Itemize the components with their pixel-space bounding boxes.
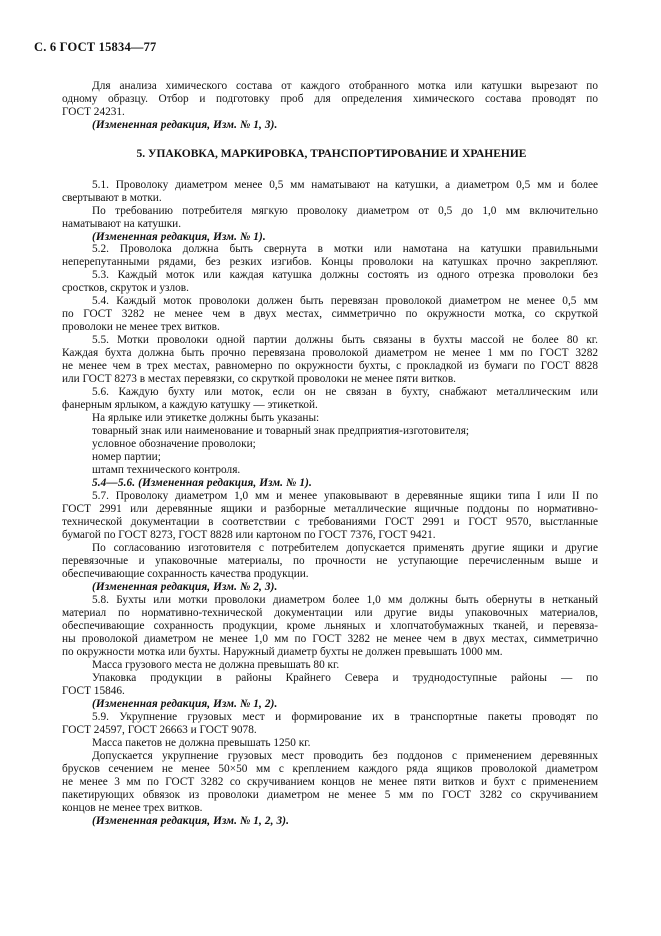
- text-line: концов не менее трех витков.: [62, 802, 203, 814]
- text-line: 5.8. Бухты или мотки проволоки диаметром более 1,0 мм должны быть обернуты в нетканый: [92, 594, 598, 606]
- text-line: сростков, скруток и узлов.: [62, 282, 189, 294]
- text-line: материал по нормативно-технической документации или другие виды упаковочных материалов,: [62, 607, 598, 619]
- text-line: ГОСТ 2991 или деревянные ящики и разборные металлические ящичные поддоны по нормативно-: [62, 503, 598, 515]
- text-line: ГОСТ 24231.: [62, 106, 125, 118]
- revision-note-line: 5.4—5.6. (Измененная редакция, Изм. № 1).: [92, 477, 312, 489]
- text-line: ГОСТ 15846.: [62, 685, 125, 697]
- text-line: Масса грузового места не должна превышать 80 кг.: [92, 659, 340, 671]
- text-line: фанерным ярлыком, а каждую катушку — этикеткой.: [62, 399, 318, 411]
- text-line: 5.1. Проволоку диаметром менее 0,5 мм наматывают на катушки, а диаметром 0,5 мм и более: [92, 179, 598, 191]
- text-line: Каждая бухта должна быть прочно перевязана проволокой диаметром не менее 1 мм по ГОСТ 3282: [62, 347, 598, 359]
- section-title: 5. УПАКОВКА, МАРКИРОВКА, ТРАНСПОРТИРОВАНИЕ И ХРАНЕНИЕ: [136, 148, 527, 160]
- text-line: Допускается укрупнение грузовых мест проводить без поддонов с применением деревянных: [92, 750, 598, 762]
- revision-note-line: (Измененная редакция, Изм. № 2, 3).: [92, 581, 278, 593]
- text-line: 5.2. Проволока должна быть свернута в мотки или намотана на катушки правильными: [92, 243, 598, 255]
- text-line: Упаковка продукции в районы Крайнего Севера и труднодоступные районы — по: [92, 672, 598, 684]
- text-line: наматывают на катушки.: [62, 218, 182, 230]
- text-line: ны проволокой диаметром не менее 1,0 мм по ГОСТ 3282 не менее чем в двух местах, симметрично: [62, 633, 598, 645]
- revision-note-line: (Измененная редакция, Изм. № 1, 3).: [92, 119, 278, 131]
- text-line: 5.4. Каждый моток проволоки должен быть перевязан проволокой диаметром не менее 0,5 мм: [92, 295, 598, 307]
- text-line: ГОСТ 24597, ГОСТ 26663 и ГОСТ 9078.: [62, 724, 257, 736]
- revision-note-line: (Измененная редакция, Изм. № 1, 2, 3).: [92, 815, 290, 827]
- text-line: или ГОСТ 8273 в местах перевязки, со скруткой проволоки не менее пяти витков.: [62, 373, 456, 385]
- revision-note-line: (Измененная редакция, Изм. № 1, 2).: [92, 698, 278, 710]
- text-line: по окружности мотка или бухты. Наружный диаметр бухты не должен превышать 1000 мм.: [62, 646, 503, 658]
- text-line: проволоки не менее трех витков.: [62, 321, 220, 333]
- text-line: неперепутанными рядами, без резких изгибов. Концы проволоки на катушках прочно закрепляют.: [62, 256, 598, 268]
- revision-note-line: (Измененная редакция, Изм. № 1).: [92, 231, 266, 243]
- text-line: 5.5. Мотки проволоки одной партии должны быть связаны в бухты массой не более 80 кг.: [92, 334, 598, 346]
- text-line: перевязочные и упаковочные материалы, по прочности не уступающие перечисленным выше и: [62, 555, 598, 567]
- text-line: брусков сечением не менее 50×50 мм с креплением каждого ряда ящиков проволокой диаметром: [62, 763, 598, 775]
- text-line: свертывают в мотки.: [62, 192, 162, 204]
- text-line: технической документации в соответствии с требованиями ГОСТ 2991 и ГОСТ 9570, выстланные: [62, 516, 598, 528]
- text-line: обеспечивающие сохранность продукции, кроме льняных и хлопчатобумажных тканей, и перевяза-: [62, 620, 598, 632]
- text-line: штамп технического контроля.: [92, 464, 241, 476]
- text-line: не менее 3 мм по ГОСТ 3282 со скручиванием концов не менее пяти витков и бухт с применением: [62, 776, 598, 788]
- text-line: пакетирующих обвязок из проволоки диаметром не менее 5 мм по ГОСТ 3282 со скручиванием: [62, 789, 598, 801]
- text-line: одному образцу. Отбор и подготовку проб для определения химического состава проводят по: [62, 93, 598, 105]
- text-line: 5.3. Каждый моток или каждая катушка должны состоять из одного отрезка проволоки без: [92, 269, 598, 281]
- text-line: товарный знак или наименование и товарный знак предприятия-изготовителя;: [92, 425, 470, 437]
- text-line: номер партии;: [92, 451, 161, 463]
- text-line: по ГОСТ 3282 не менее чем в двух местах, симметрично по окружности мотка, со скруткой: [62, 308, 598, 320]
- text-line: не менее чем в трех местах, равномерно по окружности бухты, с прокладкой из бумаги по ГОСТ 8828: [62, 360, 598, 372]
- text-line: По согласованию изготовителя с потребителем допускается применять другие ящики и другие: [92, 542, 598, 554]
- text-line: условное обозначение проволоки;: [92, 438, 256, 450]
- text-line: 5.7. Проволоку диаметром 1,0 мм и менее упаковывают в деревянные ящики типа I или II по: [92, 490, 598, 502]
- text-line: бумагой по ГОСТ 8273, ГОСТ 8828 или картоном по ГОСТ 7376, ГОСТ 9421.: [62, 529, 436, 541]
- text-line: обеспечивающие сохранность качества продукции.: [62, 568, 309, 580]
- text-line: 5.9. Укрупнение грузовых мест и формирование их в транспортные пакеты проводят по: [92, 711, 598, 723]
- text-line: 5.6. Каждую бухту или моток, если он не связан в бухту, снабжают металлическим или: [92, 386, 598, 398]
- page-header: С. 6 ГОСТ 15834—77: [34, 40, 157, 54]
- text-line: Для анализа химического состава от каждого отобранного мотка или катушки вырезают по: [92, 80, 598, 92]
- text-line: Масса пакетов не должна превышать 1250 кг.: [92, 737, 311, 749]
- text-line: На ярлыке или этикетке должны быть указаны:: [92, 412, 320, 424]
- text-line: По требованию потребителя мягкую проволоку диаметром от 0,5 до 1,0 мм включительно: [92, 205, 598, 217]
